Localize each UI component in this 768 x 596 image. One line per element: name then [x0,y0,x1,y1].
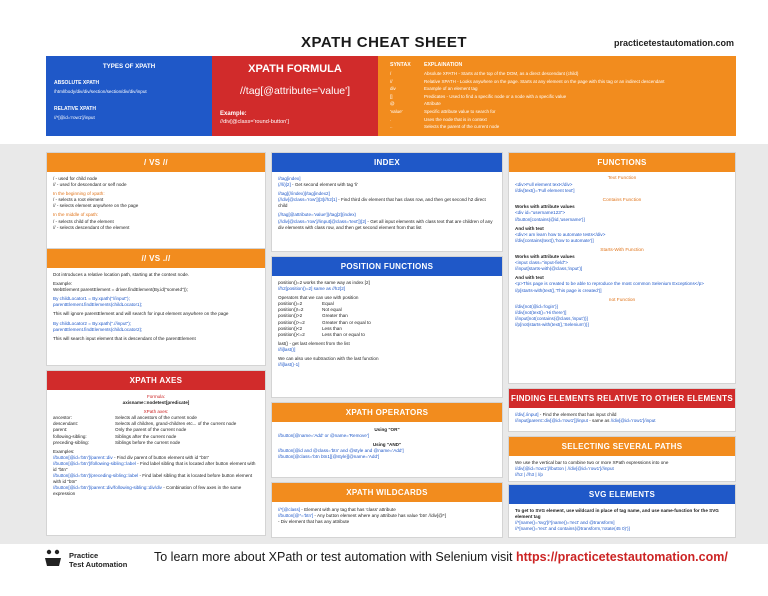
types-of-xpath-panel [46,56,212,136]
logo-text-practice: Practice [69,551,99,560]
position-line: position()=2 works the same way as index [2] [278,280,370,285]
axis-desc: Selects all children, grand-children etc... of the current node [115,421,237,427]
axes-example: //button[@id='btn']/parent::div/following-sibling::div/div - Combination of few axes in the same expression [53,485,242,497]
index-title: INDEX [272,153,502,172]
functions-heading: And with text [515,225,544,231]
axis-name: parent: [53,427,68,433]
operators-heading: Using "OR" [374,427,400,432]
operator-desc: Less than or equal to [322,331,365,337]
wildcard-line: //*[@class] - Element with any tag that has 'class' attribute [278,507,396,512]
functions-caption: not Function [608,297,636,303]
operators-code: //button[@id and @class='btn' and @style and @name='Add'] [278,448,404,454]
axes-formula-label: Formula: [146,394,166,399]
functions-code: //div[not(@id='login')] [515,303,558,309]
functions-code: //input[not(contains(@class,'input'))] [515,315,588,321]
footer-cta [154,550,728,564]
functions-caption: Contains Function [602,198,642,204]
functions-heading: Works with attribute values [515,204,575,210]
svg-code: //*[name()='svg']/*[name()='rect' and @transform] [515,520,615,526]
syntax-symbol: // [390,78,393,84]
position-title: POSITION FUNCTIONS [272,257,502,276]
xpath-formula-panel [212,56,378,136]
axes-row [53,440,259,446]
wildcard-line: - Div element that has any attribute [278,519,350,525]
axis-name: ancestor: [53,415,72,421]
dot-line: This will ignore parentElement and will search for input element anywhere on the page [53,311,229,317]
syntax-explanation: Example of an element tag [424,86,478,92]
syntax-symbol: . [390,116,392,122]
rel-label: RELATIVE XPATH [54,106,96,112]
position-line: We can also use subtraction with the last function [278,356,379,362]
syntax-row [390,93,724,101]
functions-code: //p[not(starts-with(text(),'Selenium'))] [515,321,589,327]
functions-code: //input[starts-with(@class,'input')] [515,266,583,272]
xpath-axes-panel [46,370,266,536]
vs-heading: In the middle of xpath: [53,212,99,218]
functions-code: //div[contains(text(),'how to automate')] [515,237,594,243]
abs-value: /html/body/div/div/section/section/div/div/input [54,89,147,94]
functions-code: <p>This page is created to be able to reproduce the most common Selenium Exceptions</p> [515,281,704,287]
syntax-symbol: [] [390,93,393,99]
syntax-row [390,108,724,116]
dot-code: parentElement.findElements(childLocator1); [53,302,143,308]
position-code: //h2[position()=2] same as //h2[2] [278,286,346,292]
functions-code: <div>Full element text</div> [515,182,573,188]
types-title: TYPES OF XPATH [102,63,156,70]
vs-line: // - selects descendant of the element [53,224,130,230]
axes-title: XPATH AXES [47,371,265,390]
example-value: //div[@class='round-button'] [220,119,289,125]
operators-code: //button[@name='Add' or @name='Remove'] [278,433,369,439]
index-code: (//tag[@attribute='value'])/tag[2](index) [278,212,357,218]
vs-line: // - selects element anywhere on the page [53,203,139,209]
operator-desc: Greater than [322,313,348,319]
index-line: (//li)[2] - Get second element with tag 'li' [278,182,359,188]
page-title: XPATH CHEAT SHEET [300,34,467,51]
several-code: //div[@id='row1']//button | //div[@id='row1']//input [515,466,614,472]
wildcards-title: XPATH WILDCARDS [272,483,502,502]
dot-line: This will search input element that is descendant of the parentElement [53,335,196,341]
functions-code: //p[starts-with(text(),'This page is created')] [515,287,602,293]
relative-elements-panel [508,388,736,432]
functions-caption: Text Function [607,176,637,181]
index-line: (//div[@class='row']//input[@class='text'])[2] - Get all input elements with class text that are children of any div elements with class row, and then get second element from that list [278,218,493,230]
index-code: //tag[(//index)]/tag[index2] [278,191,330,197]
footer-text: To learn more about XPath or test automation with Selenium visit [154,550,516,564]
svg-code: //*[name()='rect' and contains(@transform,'rotate(45 0)')] [515,526,630,532]
syntax-explanation: Attribute [424,101,441,107]
several-code: //h2 | //h3 | //p [515,472,543,478]
axes-example: //button[@id='btn']/following-sibling::label - Find label sibling that is located after button element with id "btn" [53,460,256,473]
position-line: last() - get last element from the list [278,340,350,346]
syntax-explanation: Selects the parent of the current node [424,124,500,130]
functions-code: //div[not(text()='Hi there')] [515,309,567,315]
footer-link[interactable]: https://practicetestautomation.com/ [516,550,728,564]
axis-name: preceding-sibling: [53,439,90,445]
operator-expr: position()<2 [278,325,303,331]
syntax-explanation: Relative XPATH - Looks anywhere on the page. Starts at any element on the page with this tag or an indirect descendant [424,78,665,84]
syntax-explanation: Uses the node that is in context [424,116,487,122]
functions-code: //button[contains(@id,'username')] [515,216,585,222]
dot-vs-title: // VS .// [47,249,265,268]
functions-code: <input class="input-field"> [515,260,568,266]
axes-list-label: XPath axes: [143,409,169,415]
syntax-row [390,100,724,108]
several-line: We use the vertical bar to combine two or more XPath expressions into one [515,460,669,465]
functions-caption: Starts-With Function [600,247,644,253]
operator-expr: position()>2 [278,313,303,319]
example-label: Example: [220,111,247,117]
vs-heading: In the beginning of xpath: [53,191,105,197]
syntax-panel [378,56,736,136]
operators-code: //button[@class='btn btn1][@style][@name='Add'] [278,454,380,460]
xpath-wildcards-panel [271,482,503,538]
syntax-symbol: div [390,86,396,92]
vs-line: / - used for child node [53,176,98,181]
syntax-explanation: Absolute XPATH - Starts at the top of the DOM, as a direct descendant (child) [424,71,579,76]
operator-desc: Not equal [322,307,342,313]
dot-example-label: Example: [53,281,73,287]
formula-title: XPATH FORMULA [248,63,342,75]
syntax-row [390,78,724,86]
index-line: (//div[@class='row'])[3]//h2[1] - Find third div element that has class row, and then get second h2 direct child [278,197,486,209]
dot-code: By childLocator1 = By.xpath("//input"); [53,296,130,302]
syntax-symbol: 'value' [390,108,403,114]
operator-expr: position()>=2 [278,319,305,325]
operator-expr: position()=2 [278,301,303,307]
axis-desc: Siblings before the current node [115,439,181,445]
syntax-col-header: SYNTAX [390,62,411,68]
syntax-explanation: Predicates - Used to find a specific node or a node with a specific value [424,93,567,99]
axes-example: //button[@id='btn']/preceding-sibling::label - Find label sibling that is located before button element with id "btn" [53,473,253,485]
syntax-row [390,70,724,78]
functions-title: FUNCTIONS [509,153,735,172]
functions-heading: And with text [515,275,544,281]
functions-heading: Works with attribute values [515,254,575,260]
operator-expr: position()!=2 [278,307,304,313]
syntax-row [390,116,724,124]
wildcard-line: //button[@*='btn'] - Any button element where any attribute has value 'btn' //div[@*] [278,513,446,519]
syntax-row [390,123,724,131]
axis-desc: Only the parent of the current node [115,427,187,433]
abs-label: ABSOLUTE XPATH [54,80,100,86]
vs-line: / - selects child of the element [53,218,114,224]
syntax-symbol: @ [390,101,395,107]
position-line: Operators that we can use with position [278,295,359,301]
axes-formula: axisname::nodetest[predicate] [122,400,190,406]
dot-line: Dot introduces a relative location path, starting at the context node. [53,272,190,277]
syntax-row [390,85,724,93]
logo-text-test-automation: Test Automation [69,560,128,569]
svg-line: To get to SVG element, use wildcard in place of tag name, and use name-function for the SVG element tag [515,508,719,520]
operators-heading: Using "AND" [372,442,402,448]
operator-desc: Less than [322,325,342,331]
several-paths-panel [508,436,736,482]
explanation-col-header: EXPLAINATION [424,62,463,68]
relative-line: //div[./input] - Find the element that has input child [515,412,617,417]
index-code: //tag[index] [278,176,301,181]
operator-desc: Greater than or equal to [322,319,371,325]
axes-example: //button[@id='btn']/parent::div - Find div parent of button element with id "btn" [53,454,210,460]
vs-title: / VS // [47,153,265,172]
functions-code: //div[text()='Full element text'] [515,188,575,194]
position-operator-row [278,332,496,338]
syntax-symbol: .. [390,124,393,130]
xpath-operators-panel [271,402,503,478]
position-code: //li[last()] [278,346,296,352]
site-url[interactable]: practicetestautomation.com [613,38,734,48]
relative-title: FINDING ELEMENTS RELATIVE TO OTHER ELEMENTS [509,389,735,408]
axis-desc: Selects all ancestors of the current node [115,415,197,421]
svg-elements-panel [508,484,736,538]
syntax-symbol: / [390,71,392,76]
axis-desc: Siblings after the current node [115,433,177,439]
vs-panel [46,152,266,250]
axes-examples-label: Examples: [53,448,75,454]
functions-code: <div id="username123"> [515,210,566,216]
vs-line: / - selects a root element [53,197,104,203]
axis-name: descendant: [53,421,79,427]
functions-code: <div>I am learn how to automate tests</div> [515,231,606,237]
index-panel [271,152,503,252]
rel-value: //*[@id='row1']/input [54,115,95,120]
position-code: //li[last()-1] [278,362,300,368]
position-functions-panel [271,256,503,398]
svg-title: SVG ELEMENTS [509,485,735,504]
dot-vs-panel [46,248,266,366]
dot-code: By childLocator2 = By.xpath(".//input"); [53,320,132,326]
several-title: SELECTING SEVERAL PATHS [509,437,735,456]
formula-value: //tag[@attribute='value'] [239,85,351,97]
logo-icon [44,548,62,568]
relative-line: //input[parent::div[@id='row1']]/input - same as //div[@id='row1']/input [515,418,656,424]
vs-line: // - used for descendant or self node [53,182,127,188]
dot-code: parentElement.findElements(childLocator2); [53,326,143,332]
axis-name: following-sibling: [53,433,87,439]
syntax-explanation: Specific attribute value to search for [424,108,496,114]
dot-line: WebElement parentElement = driver.findElement(By.id("someId")); [53,287,188,293]
operators-title: XPATH OPERATORS [272,403,502,422]
operator-expr: position()<=2 [278,331,305,337]
functions-panel [508,152,736,384]
operator-desc: Equal [322,301,334,307]
